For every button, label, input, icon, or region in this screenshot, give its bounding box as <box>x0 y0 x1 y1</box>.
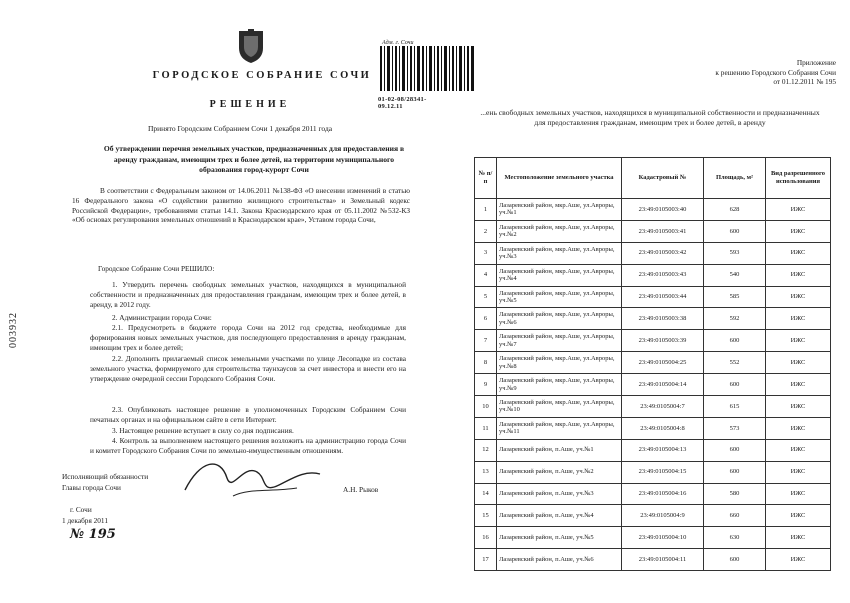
cell-location: Лазаревский район, мкр.Аше, ул.Авроры, уч.№3 <box>497 242 622 264</box>
cell-location: Лазаревский район, п.Аше, уч.№1 <box>497 439 622 461</box>
cell-use-type: ИЖС <box>766 439 831 461</box>
table-row <box>475 374 831 396</box>
signer-name: А.Н. Рыков <box>343 485 379 494</box>
cell-use-type: ИЖС <box>766 199 831 221</box>
cell-location: Лазаревский район, мкр.Аше, ул.Авроры, уч.№5 <box>497 286 622 308</box>
cell-cadastral: 23:49:0105003:41 <box>622 220 704 242</box>
cell-number: 15 <box>475 505 497 527</box>
cell-number: 11 <box>475 417 497 439</box>
cell-location: Лазаревский район, мкр.Аше, ул.Авроры, уч.№7 <box>497 330 622 352</box>
cell-area: 592 <box>704 308 766 330</box>
item-3: 3. Настоящее решение вступает в силу со дня подписания. <box>112 426 294 435</box>
table-row <box>475 199 831 221</box>
cell-cadastral: 23:49:0105004:25 <box>622 352 704 374</box>
cell-use-type: ИЖС <box>766 527 831 549</box>
cell-number: 3 <box>475 242 497 264</box>
item-1: 1. Утвердить перечень свободных земельных участков, находящихся в муниципальной собственности и предназначенных для предоставления гражданам, имеющим трех и более детей, в аренду, в 2012 году. <box>90 280 406 309</box>
cell-use-type: ИЖС <box>766 330 831 352</box>
cell-area: 630 <box>704 527 766 549</box>
cell-number: 7 <box>475 330 497 352</box>
cell-number: 10 <box>475 396 497 418</box>
cell-use-type: ИЖС <box>766 483 831 505</box>
cell-cadastral: 23:49:0105003:39 <box>622 330 704 352</box>
table-row <box>475 352 831 374</box>
cell-use-type: ИЖС <box>766 461 831 483</box>
cell-area: 540 <box>704 264 766 286</box>
cell-area: 660 <box>704 505 766 527</box>
cell-area: 600 <box>704 461 766 483</box>
cell-area: 580 <box>704 483 766 505</box>
preamble: В соответствии с Федеральным законом от 14.06.2011 №138-ФЗ «О внесении изменений в статью 16 Федерального закона «О содействии развитию жилищного строительства» и Земельный кодекс Российской Федерации», требованиями статьи 14.1. Закона Краснодарского края от 05.11.2002 №532-КЗ «Об основах регулирования земельных отношений в Краснодарском крае», Уставом города Сочи, <box>72 186 410 225</box>
cell-location: Лазаревский район, п.Аше, уч.№6 <box>497 549 622 571</box>
signer-title-2: Главы города Сочи <box>62 483 121 492</box>
table-row <box>475 330 831 352</box>
cell-area: 600 <box>704 439 766 461</box>
cell-use-type: ИЖС <box>766 308 831 330</box>
table-row <box>475 242 831 264</box>
decision-number: № 195 <box>70 527 116 542</box>
cell-cadastral: 23:49:0105004:7 <box>622 396 704 418</box>
cell-cadastral: 23:49:0105003:43 <box>622 264 704 286</box>
cell-area: 600 <box>704 374 766 396</box>
cell-location: Лазаревский район, мкр.Аше, ул.Авроры, уч.№11 <box>497 417 622 439</box>
cell-area: 600 <box>704 220 766 242</box>
city: г. Сочи <box>70 505 92 514</box>
document-type: РЕШЕНИЕ <box>209 99 291 110</box>
appendix-header <box>650 58 836 87</box>
cell-number: 12 <box>475 439 497 461</box>
item-4: 4. Контроль за выполнением настоящего решения возложить на администрацию города Сочи и комитет Городского Собрания Сочи по земельно-имущественным отношениям. <box>90 436 406 455</box>
cell-area: 552 <box>704 352 766 374</box>
cell-number: 5 <box>475 286 497 308</box>
cell-use-type: ИЖС <box>766 264 831 286</box>
cell-number: 9 <box>475 374 497 396</box>
item-2-3: 2.3. Опубликовать настоящее решение в уполномоченных Городским Собранием Сочи печатных органах и на официальном сайте в сети Интернет. <box>90 405 406 424</box>
table-row <box>475 439 831 461</box>
decided-line: Городское Собрание Сочи РЕШИЛО: <box>98 264 215 273</box>
cell-number: 17 <box>475 549 497 571</box>
cell-cadastral: 23:49:0105003:42 <box>622 242 704 264</box>
cell-location: Лазаревский район, мкр.Аше, ул.Авроры, уч.№4 <box>497 264 622 286</box>
header-use-type: Вид разрешенного использования <box>766 158 831 199</box>
cell-number: 14 <box>475 483 497 505</box>
item-2-1: 2.1. Предусмотреть в бюджете города Сочи на 2012 год средства, необходимые для формирования новых земельных участков, для последующего предоставления в аренду гражданам, имеющим трех и более детей; <box>90 323 406 352</box>
cell-cadastral: 23:49:0105004:10 <box>622 527 704 549</box>
organization-name: ГОРОДСКОЕ СОБРАНИЕ СОЧИ <box>152 70 372 81</box>
cell-use-type: ИЖС <box>766 505 831 527</box>
cell-location: Лазаревский район, п.Аше, уч.№4 <box>497 505 622 527</box>
cell-number: 1 <box>475 199 497 221</box>
land-plots-table <box>474 157 831 571</box>
cell-use-type: ИЖС <box>766 286 831 308</box>
stamp-label: Адм. г. Сочи <box>382 40 414 46</box>
cell-location: Лазаревский район, мкр.Аше, ул.Авроры, уч.№10 <box>497 396 622 418</box>
decision-date: 1 декабря 2011 <box>62 516 108 525</box>
cell-use-type: ИЖС <box>766 352 831 374</box>
cell-number: 2 <box>475 220 497 242</box>
cell-location: Лазаревский район, мкр.Аше, ул.Авроры, уч.№6 <box>497 308 622 330</box>
table-row <box>475 220 831 242</box>
cell-use-type: ИЖС <box>766 417 831 439</box>
handwritten-signature <box>175 448 325 503</box>
header-area: Площадь, м² <box>704 158 766 199</box>
header-cadastral: Кадастровый № <box>622 158 704 199</box>
cell-cadastral: 23:49:0105004:14 <box>622 374 704 396</box>
table-row <box>475 505 831 527</box>
coat-of-arms-emblem <box>236 28 266 64</box>
side-number: 003932 <box>8 312 19 348</box>
cell-number: 8 <box>475 352 497 374</box>
cell-number: 16 <box>475 527 497 549</box>
appendix-title: Приложение <box>796 58 836 67</box>
table-row <box>475 286 831 308</box>
table-row <box>475 527 831 549</box>
cell-area: 615 <box>704 396 766 418</box>
cell-number: 4 <box>475 264 497 286</box>
list-title: ...ень свободных земельных участков, находящихся в муниципальной собственности и предназначенных для предоставления гражданам, имеющим трех и более детей, в аренду <box>480 108 820 127</box>
cell-location: Лазаревский район, п.Аше, уч.№3 <box>497 483 622 505</box>
cell-use-type: ИЖС <box>766 220 831 242</box>
cell-area: 585 <box>704 286 766 308</box>
cell-cadastral: 23:49:0105003:40 <box>622 199 704 221</box>
table-row <box>475 461 831 483</box>
cell-location: Лазаревский район, мкр.Аше, ул.Авроры, уч.№8 <box>497 352 622 374</box>
cell-location: Лазаревский район, п.Аше, уч.№2 <box>497 461 622 483</box>
cell-cadastral: 23:49:0105004:11 <box>622 549 704 571</box>
cell-area: 593 <box>704 242 766 264</box>
cell-cadastral: 23:49:0105004:13 <box>622 439 704 461</box>
table-header-row <box>475 158 831 199</box>
cell-use-type: ИЖС <box>766 242 831 264</box>
cell-location: Лазаревский район, п.Аше, уч.№5 <box>497 527 622 549</box>
cell-area: 573 <box>704 417 766 439</box>
table-row <box>475 417 831 439</box>
signer-title-1: Исполняющий обязанности <box>62 472 149 481</box>
cell-number: 13 <box>475 461 497 483</box>
cell-area: 600 <box>704 330 766 352</box>
cell-location: Лазаревский район, мкр.Аше, ул.Авроры, уч.№1 <box>497 199 622 221</box>
cell-cadastral: 23:49:0105004:8 <box>622 417 704 439</box>
table-row <box>475 483 831 505</box>
cell-location: Лазаревский район, мкр.Аше, ул.Авроры, уч.№2 <box>497 220 622 242</box>
cell-cadastral: 23:49:0105004:16 <box>622 483 704 505</box>
cell-cadastral: 23:49:0105004:9 <box>622 505 704 527</box>
item-2-2: 2.2. Дополнить прилагаемый список земельными участками по улице Лесопадке из состава земельного участка, формируемого для строительства таунхаусов за счет инвестора и внести его на утверждение очередной сессии Городского Собрания Сочи. <box>90 354 406 383</box>
cell-use-type: ИЖС <box>766 374 831 396</box>
cell-area: 628 <box>704 199 766 221</box>
adoption-line: Принято Городским Собранием Сочи 1 декабря 2011 года <box>148 124 333 133</box>
cell-cadastral: 23:49:0105003:38 <box>622 308 704 330</box>
cell-cadastral: 23:49:0105004:15 <box>622 461 704 483</box>
registration-number: 01-02-08/28341-09.12.11 <box>378 96 427 110</box>
appendix-date-number: от 01.12.2011 № 195 <box>773 77 836 86</box>
appendix-reference: к решению Городского Собрания Сочи <box>715 67 836 77</box>
cell-use-type: ИЖС <box>766 549 831 571</box>
table-row <box>475 396 831 418</box>
cell-cadastral: 23:49:0105003:44 <box>622 286 704 308</box>
cell-location: Лазаревский район, мкр.Аше, ул.Авроры, уч.№9 <box>497 374 622 396</box>
header-location: Местоположение земельного участка <box>497 158 622 199</box>
table-row <box>475 308 831 330</box>
cell-area: 600 <box>704 549 766 571</box>
decision-title: Об утверждении перечня земельных участков, предназначенных для предоставления в аренду гражданам, имеющим трех и более детей, на территории муниципального образования город-курорт Сочи <box>103 144 405 174</box>
table-row <box>475 264 831 286</box>
item-2: 2. Администрации города Сочи: <box>112 313 212 322</box>
header-number: № п/п <box>475 158 497 199</box>
cell-use-type: ИЖС <box>766 396 831 418</box>
table-row <box>475 549 831 571</box>
cell-number: 6 <box>475 308 497 330</box>
